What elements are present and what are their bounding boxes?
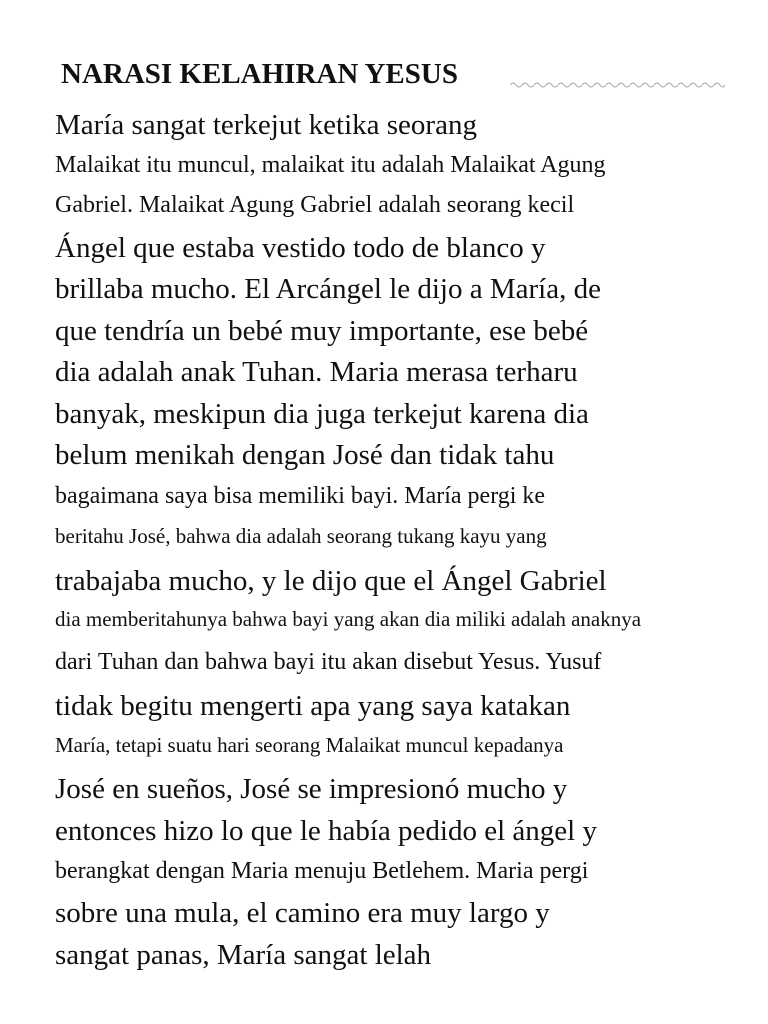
text-line: José en sueños, José se impresionó mucho y [55, 773, 568, 805]
text-line: beritahu José, bahwa dia adalah seorang tukang kayu yang [55, 524, 547, 548]
text-line: Gabriel. Malaikat Agung Gabriel adalah seorang kecil [55, 192, 575, 218]
text-line: que tendría un bebé muy importante, ese bebé [55, 315, 589, 347]
text-line: sangat panas, María sangat lelah [55, 939, 432, 971]
text-line: brillaba mucho. El Arcángel le dijo a María, de [55, 273, 601, 305]
text-line: Malaikat itu muncul, malaikat itu adalah Malaikat Agung [55, 152, 606, 178]
text-line: María sangat terkejut ketika seorang [55, 109, 477, 141]
text-line: María, tetapi suatu hari seorang Malaikat muncul kepadanya [55, 733, 564, 757]
text-line: banyak, meskipun dia juga terkejut karena dia [55, 398, 589, 430]
text-line: berangkat dengan Maria menuju Betlehem. Maria pergi [55, 858, 589, 884]
text-line: tidak begitu mengerti apa yang saya katakan [55, 690, 571, 722]
text-line: bagaimana saya bisa memiliki bayi. María pergi ke [55, 483, 546, 509]
text-line: sobre una mula, el camino era muy largo y [55, 897, 550, 929]
text-line: belum menikah dengan José dan tidak tahu [55, 439, 555, 471]
text-line: entonces hizo lo que le había pedido el ángel y [55, 815, 597, 847]
text-line: dari Tuhan dan bahwa bayi itu akan disebut Yesus. Yusuf [55, 649, 602, 675]
text-line: trabajaba mucho, y le dijo que el Ángel Gabriel [55, 565, 607, 597]
text-line: Ángel que estaba vestido todo de blanco y [55, 232, 546, 264]
text-line: dia adalah anak Tuhan. Maria merasa terharu [55, 356, 578, 388]
document-title: NARASI KELAHIRAN YESUS [61, 58, 458, 90]
text-line: dia memberitahunya bahwa bayi yang akan dia miliki adalah anaknya [55, 607, 642, 631]
spellcheck-squiggle [510, 80, 725, 90]
